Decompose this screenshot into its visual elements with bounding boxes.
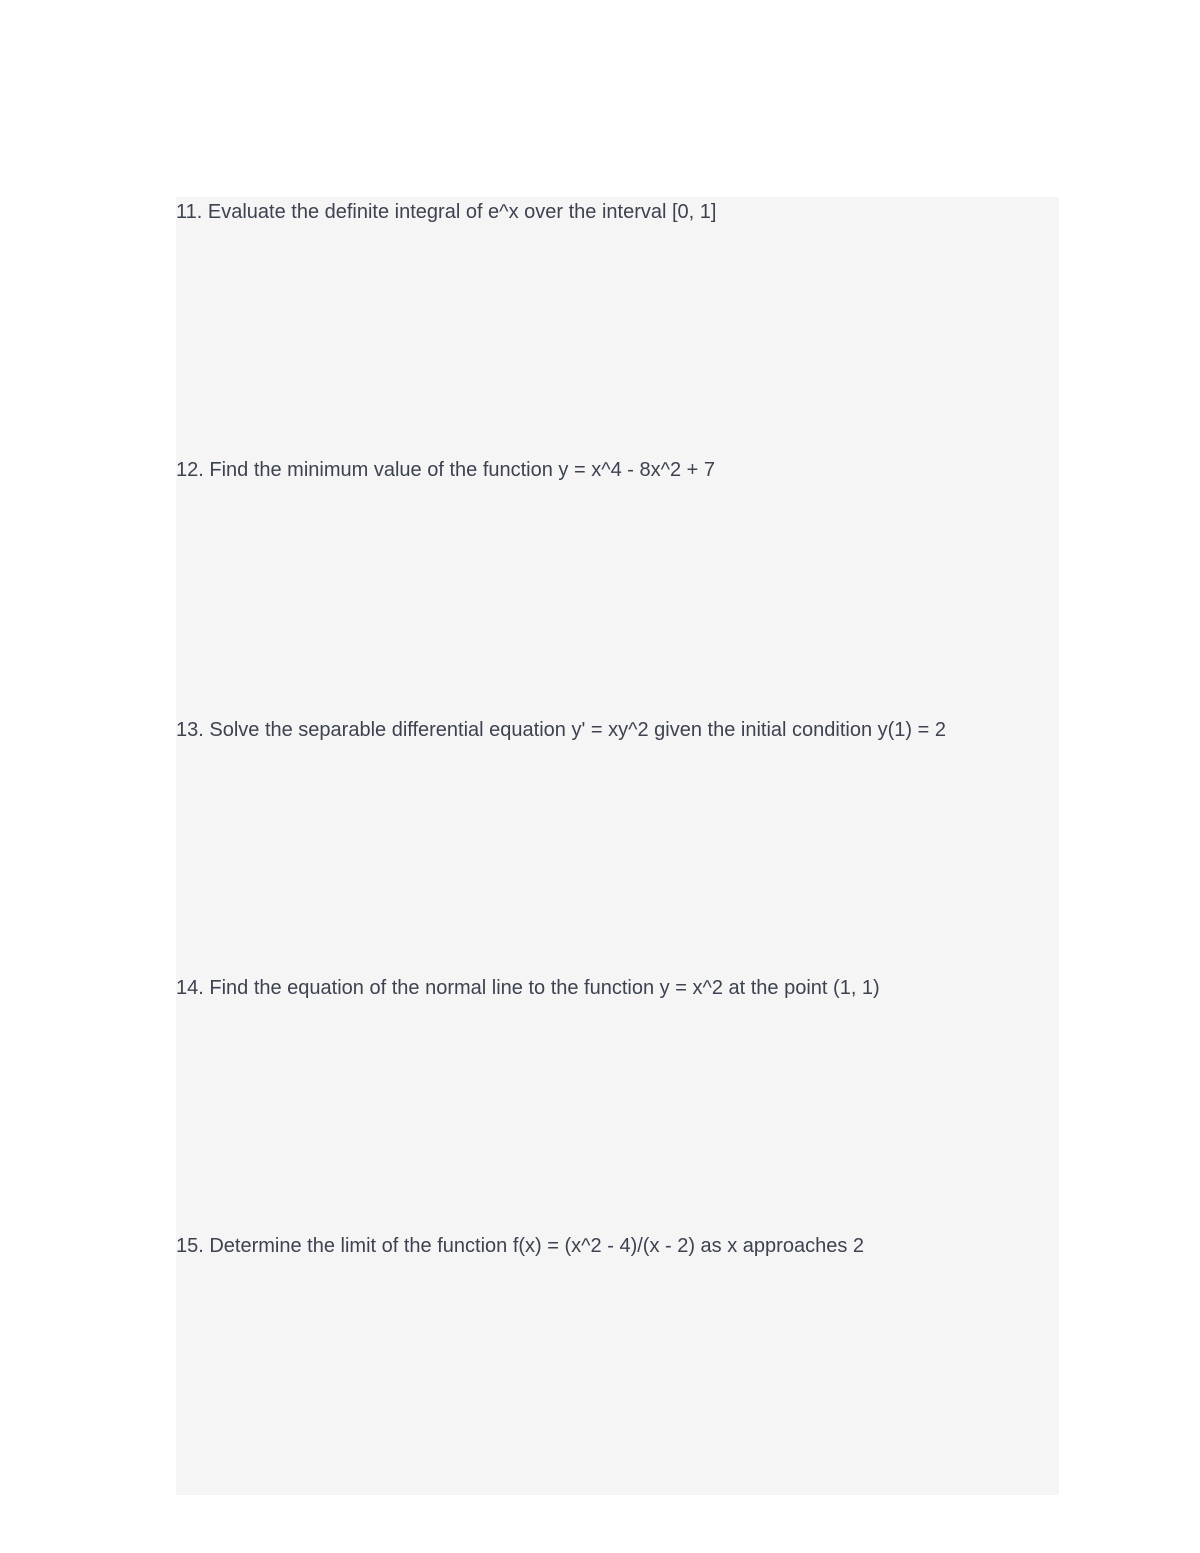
questions-panel bbox=[176, 197, 1059, 1495]
question-13: 13. Solve the separable differential equation y' = xy^2 given the initial condition y(1) = 2 bbox=[176, 719, 946, 741]
question-12: 12. Find the minimum value of the function y = x^4 - 8x^2 + 7 bbox=[176, 459, 716, 481]
question-15: 15. Determine the limit of the function f(x) = (x^2 - 4)/(x - 2) as x approaches 2 bbox=[176, 1235, 864, 1257]
question-14: 14. Find the equation of the normal line to the function y = x^2 at the point (1, 1) bbox=[176, 977, 880, 999]
question-11: 11. Evaluate the definite integral of e^x over the interval [0, 1] bbox=[176, 201, 717, 223]
